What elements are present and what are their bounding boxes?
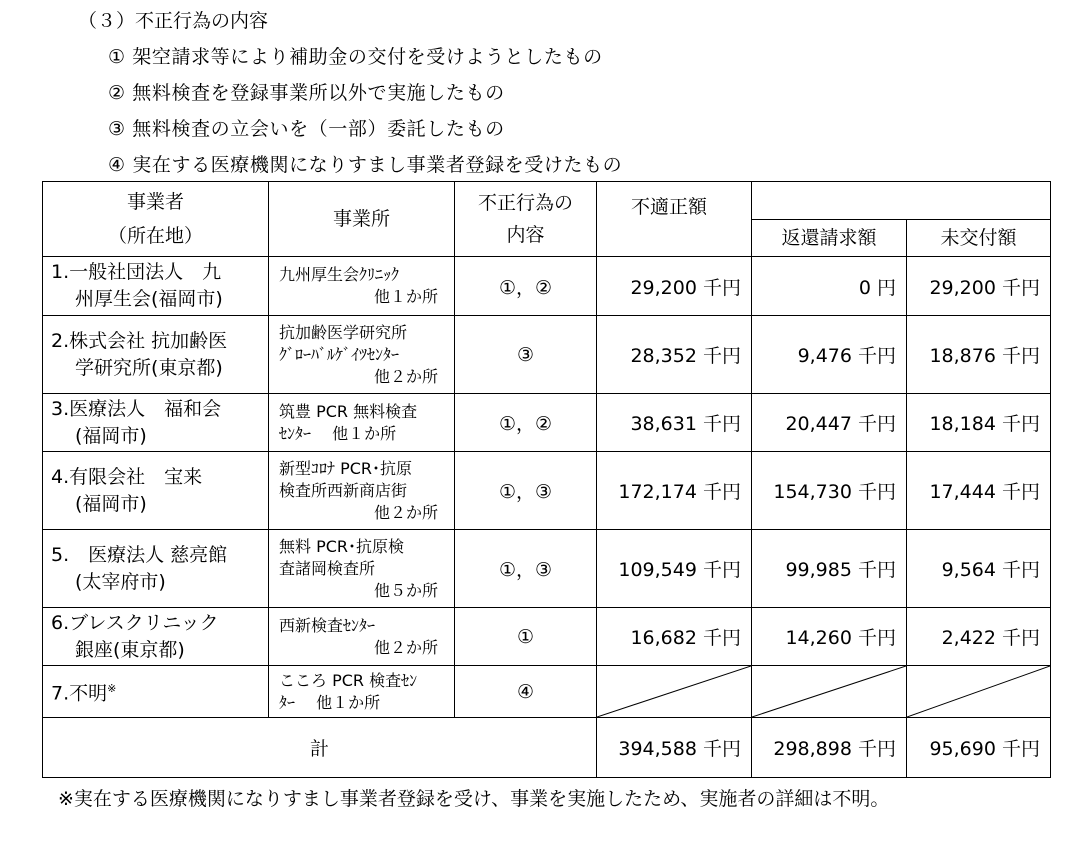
- fraud-table: [42, 181, 1051, 778]
- content-cell: ①，②: [455, 257, 597, 316]
- ungranted-cell: 2,422 千円: [907, 608, 1051, 666]
- list-item: ④ 実在する医療機関になりすまし事業者登録を受けたもの: [108, 154, 623, 176]
- improper-cell-empty: [597, 666, 752, 718]
- operator-cell: [43, 666, 269, 718]
- office-line2: ｾﾝﾀｰ 他１か所: [279, 423, 397, 443]
- content-cell: ①，③: [455, 452, 597, 530]
- total-improper: 394,588 千円: [597, 718, 752, 778]
- office-cell: [269, 530, 455, 608]
- operator-line2: (太宰府市): [75, 570, 166, 593]
- office-line1: 筑豊 PCR 無料検査: [279, 401, 418, 421]
- operator-cell: [43, 452, 269, 530]
- refund-cell: 154,730 千円: [752, 452, 907, 530]
- header-refund: 返還請求額: [752, 220, 907, 257]
- header-operator-line1: 事業者: [126, 191, 184, 213]
- table-row: [43, 257, 1051, 316]
- list-item: ② 無料検査を登録事業所以外で実施したもの: [108, 82, 505, 104]
- operator-line2: 学研究所(東京都): [75, 356, 223, 379]
- ungranted-cell: 29,200 千円: [907, 257, 1051, 316]
- office-line1b: 査諸岡検査所: [279, 558, 376, 578]
- footnote-mark: ※: [107, 682, 117, 696]
- office-cell: [269, 608, 455, 666]
- office-line1: こころ PCR 検査ｾﾝ: [279, 670, 418, 690]
- office-line2: ﾀｰ 他１か所: [279, 692, 381, 712]
- office-line1b: ｸﾞﾛｰﾊﾞﾙｹﾞｲﾂｾﾝﾀｰ: [279, 344, 400, 364]
- header-content: [455, 182, 597, 257]
- table-row: [43, 394, 1051, 452]
- header-blank: [752, 182, 1051, 220]
- operator-cell: [43, 608, 269, 666]
- total-refund: 298,898 千円: [752, 718, 907, 778]
- ungranted-cell: 18,876 千円: [907, 316, 1051, 394]
- office-cell: [269, 666, 455, 718]
- content-cell: ①，③: [455, 530, 597, 608]
- operator-line1: 6.ブレスクリニック: [51, 611, 219, 634]
- table-row: [43, 316, 1051, 394]
- office-line2: 他１か所: [373, 287, 438, 306]
- refund-cell: 99,985 千円: [752, 530, 907, 608]
- diagonal-line: [907, 666, 1050, 717]
- operator-line1: 7.不明: [51, 682, 108, 705]
- improper-cell: 29,200 千円: [597, 257, 752, 316]
- office-line2: 他２か所: [373, 502, 438, 522]
- improper-cell: 172,174 千円: [597, 452, 752, 530]
- office-line2: 他２か所: [373, 637, 438, 657]
- refund-cell: 14,260 千円: [752, 608, 907, 666]
- refund-cell: 20,447 千円: [752, 394, 907, 452]
- operator-line1: 2.株式会社 抗加齢医: [51, 329, 228, 352]
- improper-cell: 16,682 千円: [597, 608, 752, 666]
- improper-cell: 38,631 千円: [597, 394, 752, 452]
- refund-cell-empty: [752, 666, 907, 718]
- operator-line2: (福岡市): [75, 492, 147, 515]
- operator-line2: (福岡市): [75, 424, 147, 447]
- content-cell: ③: [455, 316, 597, 394]
- header-content-line1: 不正行為の: [477, 192, 573, 214]
- office-line2: 他２か所: [373, 366, 438, 386]
- office-line1b: 検査所西新商店街: [279, 480, 408, 500]
- operator-line1: 5. 医療法人 慈亮館: [51, 543, 228, 566]
- office-cell: [269, 394, 455, 452]
- operator-line1: 3.医療法人 福和会: [51, 397, 222, 420]
- diagonal-line: [752, 666, 906, 717]
- ungranted-cell: 17,444 千円: [907, 452, 1051, 530]
- total-row: [43, 718, 1051, 778]
- improper-cell: 109,549 千円: [597, 530, 752, 608]
- list-item: ① 架空請求等により補助金の交付を受けようとしたもの: [108, 46, 603, 68]
- ungranted-cell-empty: [907, 666, 1051, 718]
- office-cell: [269, 257, 455, 316]
- section-heading: （３）不正行為の内容: [78, 10, 269, 32]
- total-ungranted: 95,690 千円: [907, 718, 1051, 778]
- header-office: 事業所: [269, 182, 455, 257]
- content-cell: ④: [455, 666, 597, 718]
- office-line1: 九州厚生会ｸﾘﾆｯｸ: [279, 265, 400, 284]
- operator-cell: [43, 530, 269, 608]
- office-line1: 西新検査ｾﾝﾀｰ: [279, 615, 376, 635]
- operator-cell: [43, 316, 269, 394]
- operator-line1: 4.有限会社 宝来: [51, 465, 203, 488]
- list-item: ③ 無料検査の立会いを（一部）委託したもの: [108, 118, 505, 140]
- header-operator: [43, 182, 269, 257]
- office-cell: [269, 452, 455, 530]
- header-operator-line2: （所在地）: [107, 225, 203, 247]
- content-cell: ①: [455, 608, 597, 666]
- office-line1: 新型ｺﾛﾅ PCR･抗原: [279, 458, 413, 478]
- ungranted-cell: 9,564 千円: [907, 530, 1051, 608]
- table-row: [43, 530, 1051, 608]
- office-line2: 他５か所: [373, 580, 438, 600]
- operator-line2: 州厚生会(福岡市): [75, 288, 223, 310]
- operator-line1: 1.一般社団法人 九: [51, 261, 222, 283]
- diagonal-line: [597, 666, 751, 717]
- refund-cell: 9,476 千円: [752, 316, 907, 394]
- content-cell: ①，②: [455, 394, 597, 452]
- operator-cell: [43, 394, 269, 452]
- office-line1: 抗加齢医学研究所: [279, 322, 408, 342]
- header-improper: 不適正額: [597, 182, 752, 257]
- header-ungranted: 未交付額: [907, 220, 1051, 257]
- refund-cell: 0 円: [752, 257, 907, 316]
- improper-cell: 28,352 千円: [597, 316, 752, 394]
- footnote: ※実在する医療機関になりすまし事業者登録を受け、事業を実施したため、実施者の詳細は不明。: [58, 788, 890, 810]
- ungranted-cell: 18,184 千円: [907, 394, 1051, 452]
- header-content-line2: 内容: [506, 224, 545, 246]
- table-row: [43, 452, 1051, 530]
- table-row: [43, 666, 1051, 718]
- office-line1: 無料 PCR･抗原検: [279, 536, 405, 556]
- total-label: 計: [43, 718, 597, 778]
- office-cell: [269, 316, 455, 394]
- operator-line2: 銀座(東京都): [75, 638, 185, 661]
- table-row: [43, 608, 1051, 666]
- operator-cell: [43, 257, 269, 316]
